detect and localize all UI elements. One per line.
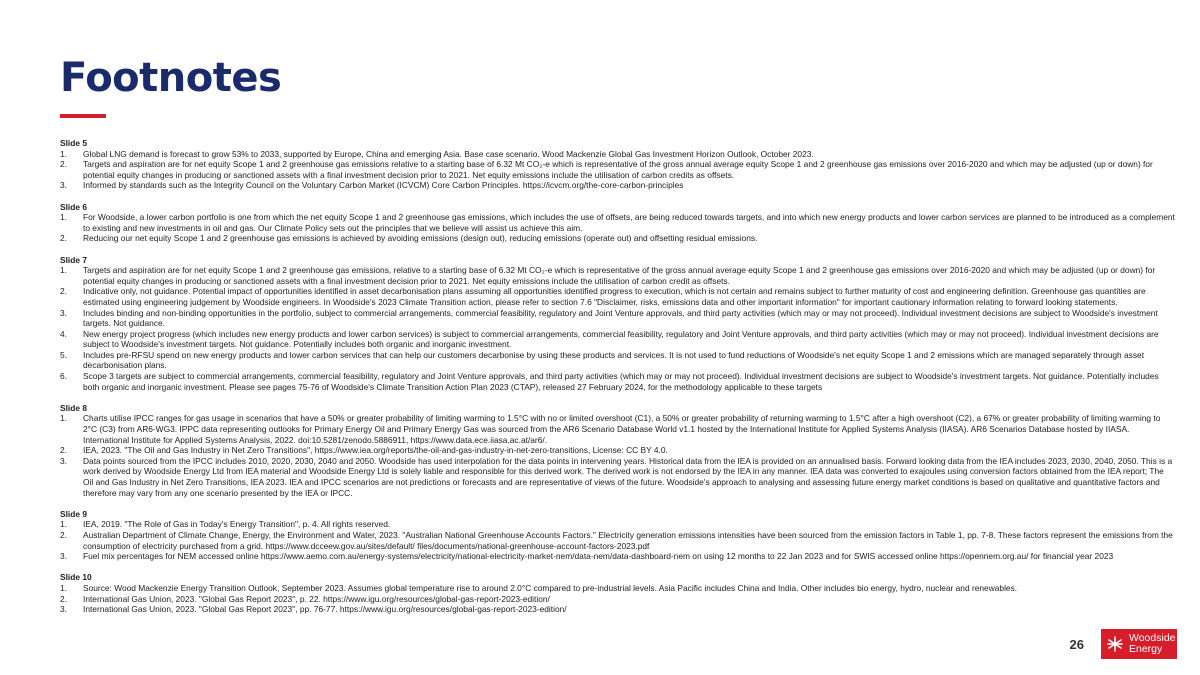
footnote-number: 2. <box>60 159 67 170</box>
footnote-text: Includes pre-RFSU spend on new energy products and lower carbon services that can help our customers decarbonise by using these products and services. It is not used to fund reductions of Woodside's net equity Scope 1 and 2 emissions which are managed separately through asset decarbonisation plans. <box>83 349 1145 371</box>
footnote-text: Source: Wood Mackenzie Energy Transition Outlook, September 2023. Assumes global temperature rise to around 2.0°C compared to pre-industrial levels. Asia Pacific includes China and India. Other includes bio energy, hydro, nuclear and renewables. <box>83 582 1018 593</box>
footnote-item <box>60 413 1176 445</box>
footnote-item <box>60 456 1176 498</box>
footnote-text: International Gas Union, 2023. "Global Gas Report 2023", pp. 76-77. https://www.igu.org/resources/global-gas-report-2023-edition/ <box>83 604 567 615</box>
slide-label: Slide 10 <box>60 572 92 583</box>
footnote-item <box>60 329 1176 350</box>
footnote-number: 2. <box>60 445 67 456</box>
footnote-item <box>60 551 1176 562</box>
footnote-number: 3. <box>60 455 67 466</box>
footnote-text: For Woodside, a lower carbon portfolio is one from which the net equity Scope 1 and 2 greenhouse gas emissions, which includes the use of offsets, are being reduced towards targets, and into which new energy products and lower carbon services are planned to be introduced as a complement to existing and new investments in oil and gas. Our Climate Policy sets out the principles that we believe will assist us achieve this aim. <box>83 212 1175 233</box>
footnote-item <box>60 159 1176 180</box>
footnote-number: 4. <box>60 328 67 339</box>
footnote-text: Data points sourced from the IPCC includes 2010, 2020, 2030, 2040 and 2050. Woodside has used interpolation for the data points in intervening years. Historical data from the IEA is provided on an annualised basis. Forward looking data from the IEA includes 2023, 2030, 2040, 2050. This is a work derived by Woodside Energy Ltd from IEA material and Woodside Energy Ltd is solely liable and responsible for this derived work. The derived work is not endorsed by the IEA in any manner. IEA data was converted to exajoules using conversion factors obtained from the IEA report; The Oil and Gas Industry in Net Zero Transitions, IEA 2023. IEA and IPCC scenarios are not predictions or forecasts and are representative of views of the future. Woodside's approach to analysing and assessing future energy market conditions is based on qualitative and quantitative factors and therefore may vary from any one scenario presented by the IEA or IPCC. <box>83 455 1173 498</box>
footnote-section <box>60 138 1176 191</box>
footnote-text: Global LNG demand is forecast to grow 53% to 2033, supported by Europe, China and emerging Asia. Base case scenario. Wood Mackenzie Global Gas Investment Horizon Outlook, October 2023. <box>83 148 814 159</box>
footnote-section <box>60 572 1176 614</box>
slide-label: Slide 8 <box>60 402 87 413</box>
footnote-section <box>60 403 1176 498</box>
footnote-item <box>60 212 1176 233</box>
footnote-text: New energy project progress (which includes new energy products and lower carbon services) is subject to commercial arrangements, commercial feasibility, regulatory and Joint Venture approvals, and third party activities (which may or may not proceed). Individual investment decisions are subject to Woodside's investment targets. Not guidance. Potentially includes both organic and inorganic investment. <box>83 328 1159 350</box>
footnote-text: Charts utilise IPCC ranges for gas usage in scenarios that have a 50% or greater probability of limiting warming to 1.5°C with no or limited overshoot (C1), a 50% or greater probability of returning warming to 1.5°C after a high overshoot (C2), a 67% or greater probability of limiting warming to 2°C (C3) from AR6-WG3. IPPC data representing outlooks for Primary Energy Oil and Primary Energy Gas was sourced from the AR6 Scenario Database World v1.1 hosted by the International Institute for Applied Systems Analysis (IIASA). AR6 Scenarios Database hosted by IIASA. International Institute for Applied Systems Analysis, 2022. doi:10.5281/zenodo.5886911, https://www.data.ece.iiasa.ac.at/ar6/. <box>83 413 1161 445</box>
footnote-text: Targets and aspiration are for net equity Scope 1 and 2 greenhouse gas emissions, relative to a starting base of 6.32 Mt CO₂-e which is representative of the gross annual average equity Scope 1 and 2 greenhouse gas emissions over 2016-2020 and which may be adjusted (up or down) for potential equity changes in producing or sanctioned assets with a final investment decision prior to 2021. Net equity emissions include the utilisation of carbon credit as offsets. <box>83 265 1156 286</box>
footnote-number: 3. <box>60 604 67 615</box>
title-underline <box>60 114 106 118</box>
footnote-text: Indicative only, not guidance. Potential impact of opportunities identified in asset decarbonisation plans assuming all opportunities identified progress to execution, which is not certain and remains subject to further maturity of cost and engineering definition. Greenhouse gas quantities are estimated using engineering judgement by Woodside engineers. In Woodside's 2023 Climate Transition action, please refer to section 7.6 "Disclaimer, risks, emissions data and other important information" for important cautionary information relating to forward looking statements. <box>83 286 1146 307</box>
footnote-number: 2. <box>60 233 67 244</box>
footnote-number: 3. <box>60 180 67 191</box>
footnote-item <box>60 445 1176 456</box>
slide-label: Slide 6 <box>60 201 87 212</box>
footnote-section <box>60 202 1176 244</box>
slide-label: Slide 7 <box>60 254 87 265</box>
woodside-energy-logo <box>1101 629 1177 659</box>
footnote-number: 3. <box>60 551 67 562</box>
footnote-text: International Gas Union, 2023. "Global Gas Report 2023", p. 22. https://www.igu.org/resources/global-gas-report-2023-edition/ <box>83 593 550 604</box>
footnote-item <box>60 350 1176 371</box>
footnote-number: 1. <box>60 582 67 593</box>
footnote-item <box>60 519 1176 530</box>
footnote-text: Informed by standards such as the Integrity Council on the Voluntary Carbon Market (ICVCM) Core Carbon Principles. https://icvcm.org/the-core-carbon-principles <box>83 180 684 191</box>
footnote-section <box>60 509 1176 562</box>
footnote-item <box>60 149 1176 160</box>
footnote-item <box>60 371 1176 392</box>
footnote-number: 1. <box>60 265 67 276</box>
footnote-item <box>60 180 1176 191</box>
page-title: Footnotes <box>60 55 282 101</box>
footnote-item <box>60 233 1176 244</box>
footnote-text: Fuel mix percentages for NEM accessed online https://www.aemo.com.au/energy-systems/electricity/national-electricity-market-nem/data-nem/data-dashboard-nem on using 12 months to 22 Jan 2023 and for SWIS accessed online https://opennem.org.au/ for financial year 2023 <box>83 551 1114 562</box>
footnote-text: IEA, 2019. "The Role of Gas in Today's Energy Transition", p. 4. All rights reserved. <box>83 519 391 530</box>
footnote-item <box>60 594 1176 605</box>
footnote-section <box>60 255 1176 393</box>
footnote-number: 1. <box>60 148 67 159</box>
footnote-number: 6. <box>60 371 67 382</box>
footnote-item <box>60 583 1176 594</box>
footnote-item <box>60 286 1176 307</box>
footnote-number: 1. <box>60 519 67 530</box>
footnote-text: Reducing our net equity Scope 1 and 2 greenhouse gas emissions is achieved by avoiding emissions (design out), reducing emissions (operate out) and offsetting residual emissions. <box>83 233 758 244</box>
footnote-number: 5. <box>60 349 67 360</box>
footnote-number: 2. <box>60 286 67 297</box>
slide-label: Slide 9 <box>60 508 87 519</box>
logo-line1: Woodside <box>1129 632 1176 644</box>
footnote-text: IEA, 2023. "The Oil and Gas Industry in Net Zero Transitions", https://www.iea.org/reports/the-oil-and-gas-industry-in-net-zero-transitions, License: CC BY 4.0. <box>83 445 668 456</box>
footnote-number: 1. <box>60 413 67 424</box>
logo-wordmark <box>1129 633 1176 655</box>
slide-label: Slide 5 <box>60 138 87 148</box>
footnote-item <box>60 604 1176 615</box>
woodside-logo-icon <box>1106 634 1124 654</box>
footnote-number: 3. <box>60 307 67 318</box>
footnote-item <box>60 530 1176 551</box>
logo-line2: Energy <box>1129 643 1163 655</box>
footnote-text: Includes binding and non-binding opportunities in the portfolio, subject to commercial arrangements, commercial feasibility, regulatory and Joint Venture approvals, and third party activities (which may or may not proceed). Individual investment decisions are subject to Woodside's investment targets. Not guidance. <box>83 307 1158 329</box>
footnote-text: Targets and aspiration are for net equity Scope 1 and 2 greenhouse gas emissions relative to a starting base of 6.32 Mt CO₂-e which is representative of the gross annual average equity Scope 1 and 2 greenhouse gas emissions over 2016-2020 and which may be adjusted (up or down) for potential equity changes in producing or sanctioned assets with a final investment decision prior to 2021. Net equity emissions include the utilisation of carbon credits as offsets. <box>83 159 1153 180</box>
footnote-number: 2. <box>60 593 67 604</box>
footnote-text: Scope 3 targets are subject to commercial arrangements, commercial feasibility, regulatory and Joint Venture approvals, and third party activities (which may or may not proceed). Individual investment decisions are subject to Woodside's investment targets. Not guidance. Potentially includes both organic and inorganic investment. Please see pages 75-76 of Woodside's Climate Transition Action Plan 2023 (CTAP), released 27 February 2024, for the methodology applicable to these targets <box>83 371 1159 392</box>
footnote-number: 1. <box>60 212 67 223</box>
footnote-number: 2. <box>60 529 67 540</box>
page-number: 26 <box>1069 637 1084 652</box>
footnote-item <box>60 265 1176 286</box>
footnote-text: Australian Department of Climate Change, Energy, the Environment and Water, 2023. "Australian National Greenhouse Accounts Factors." Electricity generation emissions intensities have been sourced from the emission factors in Table 1, pp. 7-8. These factors represent the emissions from the consumption of electricity purchased from a grid. https://www.dcceew.gov.au/sites/default/ files/documents/national-greenhouse-account-factors-2023.pdf <box>83 529 1173 551</box>
footnotes-list <box>60 138 1176 625</box>
footnote-item <box>60 308 1176 329</box>
